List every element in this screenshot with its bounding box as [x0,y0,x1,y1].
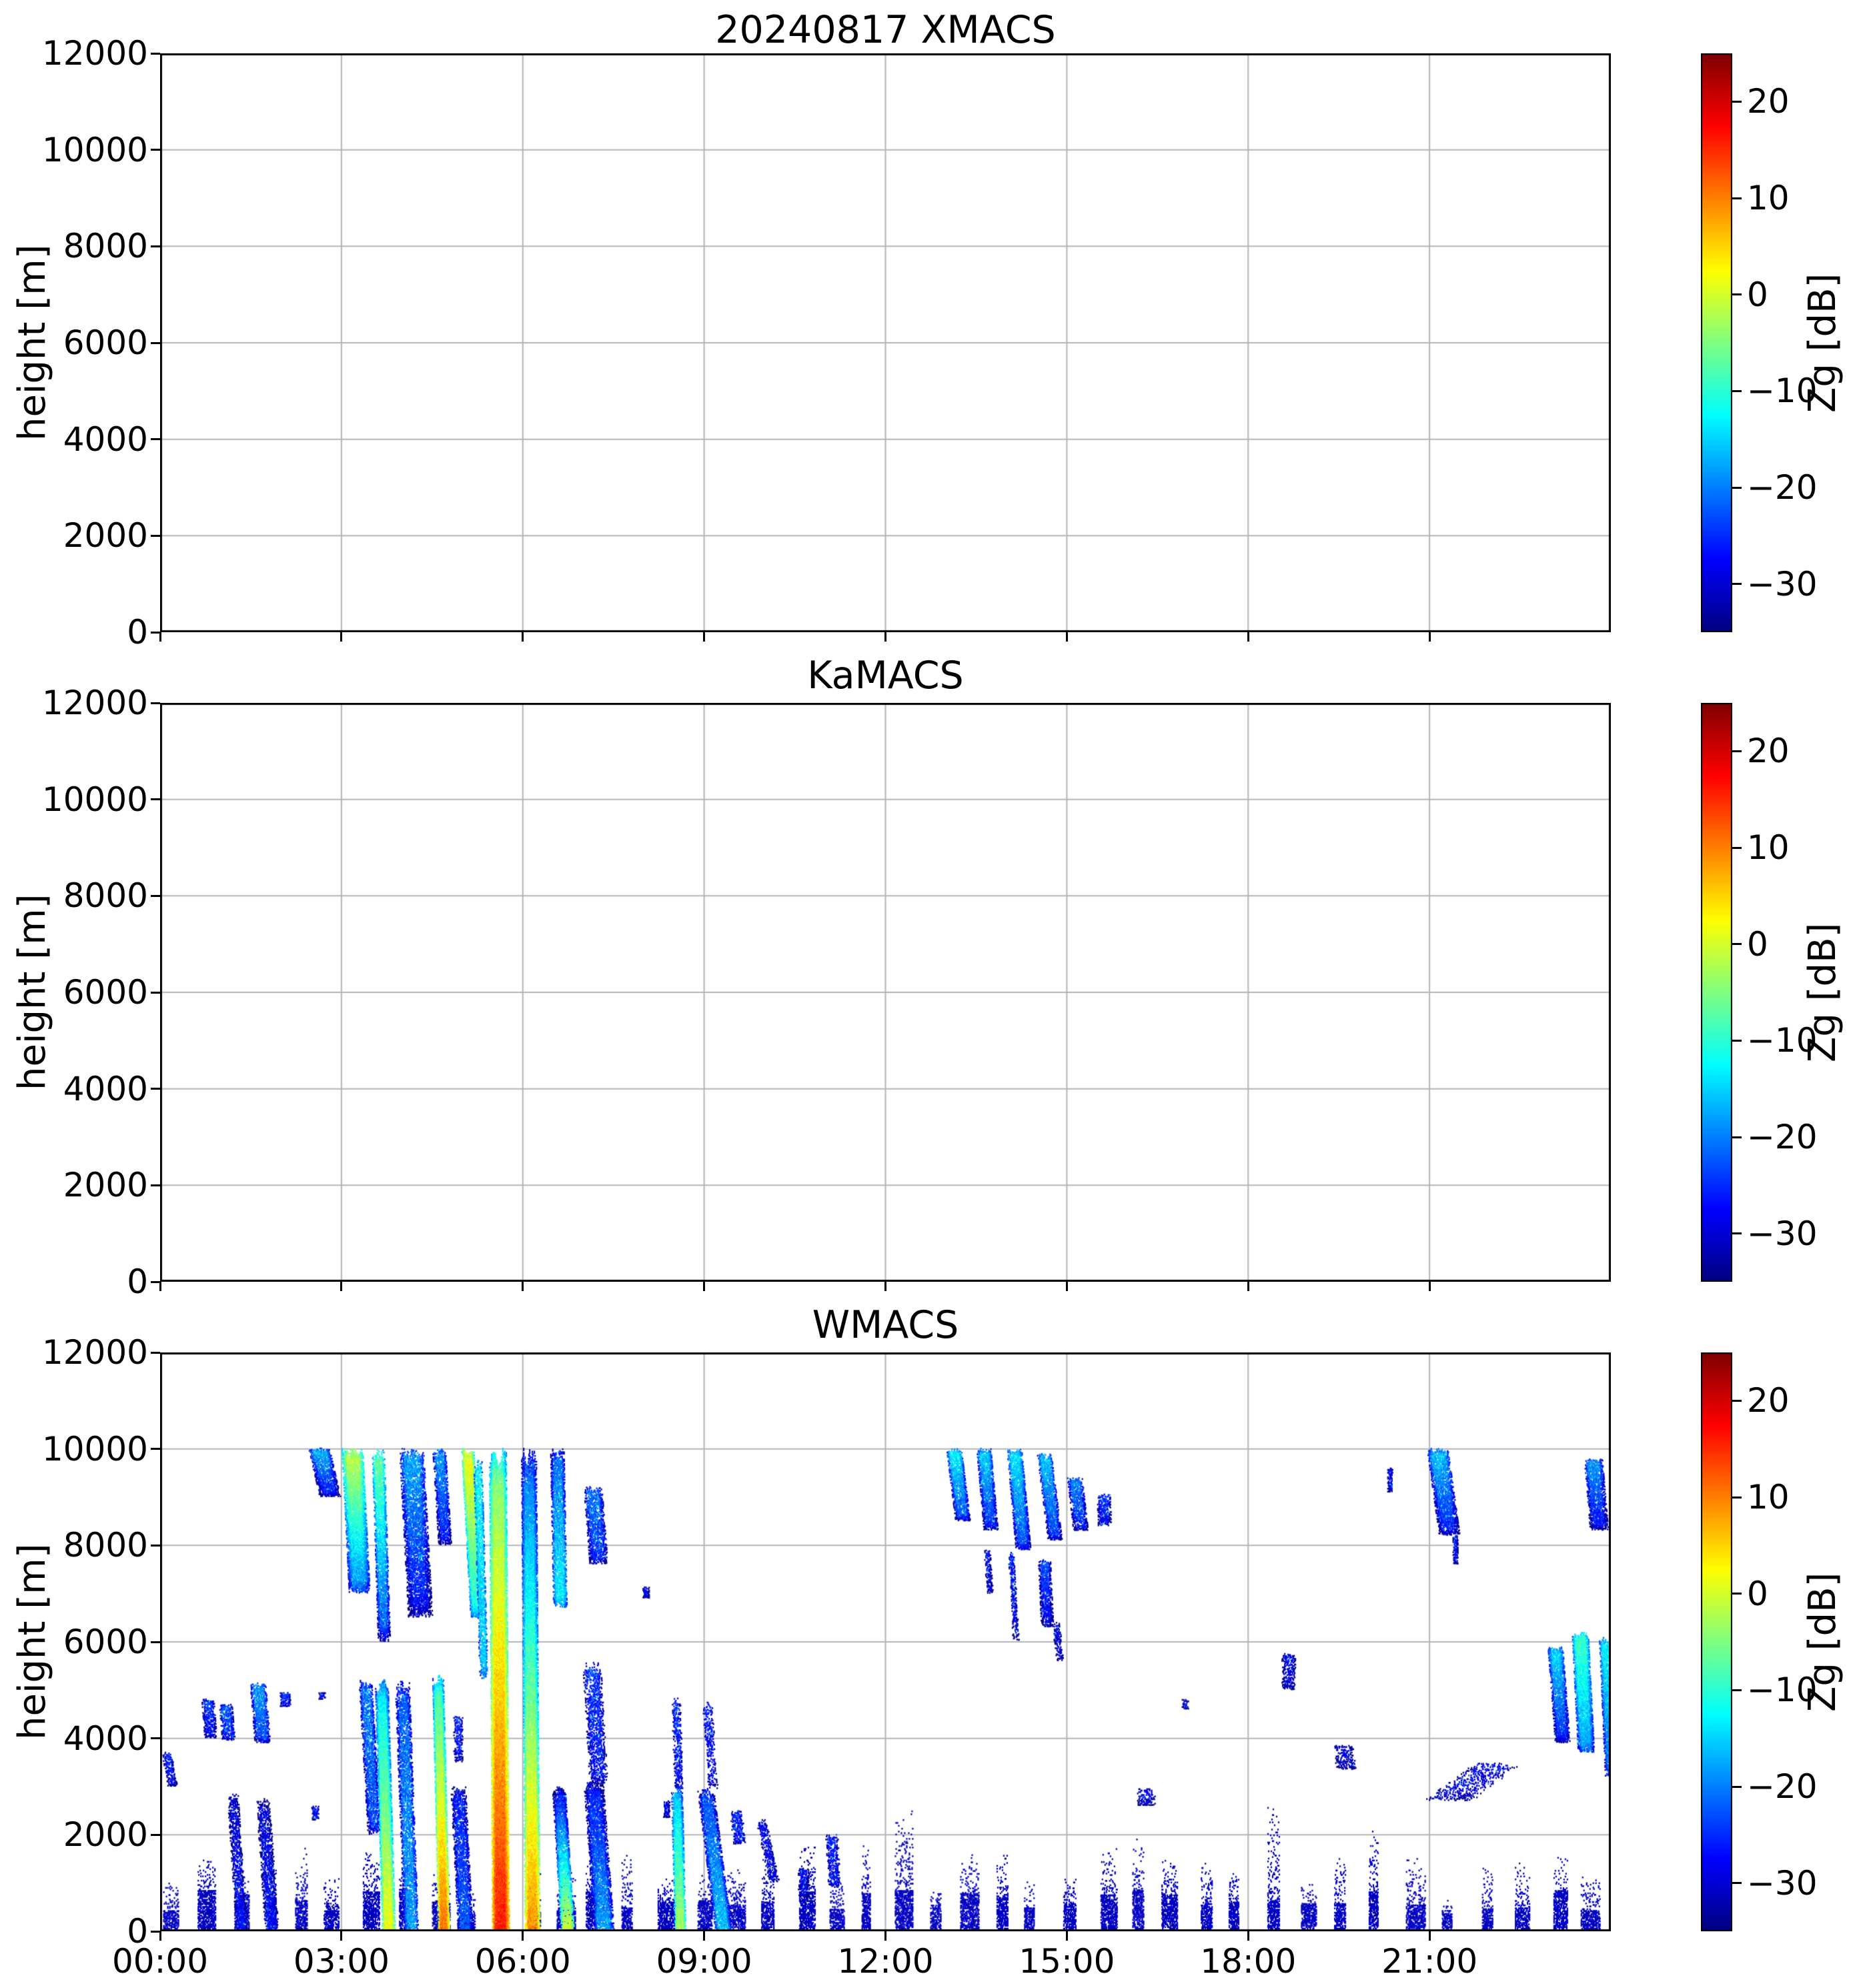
y-tick-label: 0 [127,1262,148,1301]
colorbar-label-kamacs: Zg [dB] [1801,922,1844,1062]
y-tick-mark [151,245,160,247]
colorbar-tick-label: −10 [1747,1671,1818,1710]
colorbar-xmacs [1701,53,1732,632]
y-tick-mark [151,1545,160,1547]
y-tick-mark [151,1088,160,1090]
colorbar-tick-label: 20 [1747,82,1790,121]
x-tick-mark [340,632,342,642]
x-tick-mark [884,1931,886,1941]
x-tick-label: 00:00 [111,1942,209,1981]
panel-title-kamacs: KaMACS [807,654,964,698]
y-tick-mark [151,992,160,994]
y-tick-label: 8000 [63,1526,148,1565]
x-tick-mark [1429,632,1431,642]
colorbar-tick-mark [1732,101,1742,103]
x-tick-mark [1066,1931,1068,1941]
colorbar-tick-mark [1732,1882,1742,1884]
colorbar-tick-label: −10 [1747,371,1818,411]
y-axis-label-wmacs: height [m] [11,1543,54,1741]
colorbar-kamacs [1701,703,1732,1282]
y-tick-label: 10000 [41,1429,148,1468]
y-tick-label: 6000 [63,1623,148,1661]
y-tick-label: 2000 [63,1815,148,1855]
x-tick-mark [1066,1282,1068,1291]
y-tick-label: 4000 [63,419,148,459]
plot-area-kamacs [160,703,1611,1282]
colorbar-tick-mark [1732,1786,1742,1788]
colorbar-tick-label: −20 [1747,468,1818,507]
y-tick-mark [151,535,160,537]
colorbar-tick-label: −30 [1747,564,1818,604]
y-axis-label-kamacs: height [m] [11,894,54,1091]
y-tick-mark [151,149,160,151]
colorbar-tick-label: 10 [1747,828,1790,867]
y-tick-mark [151,798,160,800]
colorbar-tick-mark [1732,847,1742,849]
x-tick-mark [522,1282,524,1291]
panel-title-wmacs: WMACS [812,1303,959,1347]
y-tick-mark [151,895,160,897]
x-tick-label: 18:00 [1200,1942,1297,1981]
colorbar-tick-mark [1732,1136,1742,1138]
colorbar-tick-label: 10 [1747,179,1790,217]
plot-area-xmacs [160,53,1611,632]
colorbar-tick-label: 0 [1747,924,1768,964]
colorbar-tick-mark [1732,293,1742,295]
colorbar-tick-mark [1732,487,1742,489]
colorbar-tick-label: 0 [1747,275,1768,314]
colorbar-tick-mark [1732,1400,1742,1402]
x-tick-mark [1247,1282,1249,1291]
colorbar-tick-mark [1732,1232,1742,1234]
x-tick-mark [522,1931,524,1941]
x-tick-label: 06:00 [474,1942,571,1981]
colorbar-tick-mark [1732,750,1742,752]
colorbar-tick-label: −20 [1747,1118,1818,1156]
y-tick-label: 8000 [63,876,148,916]
y-tick-label: 10000 [41,780,148,819]
x-tick-mark [1429,1282,1431,1291]
x-tick-label: 15:00 [1019,1942,1115,1981]
colorbar-tick-label: −10 [1747,1021,1818,1060]
x-tick-mark [1066,632,1068,642]
y-tick-label: 2000 [63,516,148,556]
y-tick-label: 10000 [41,130,148,169]
x-tick-label: 03:00 [293,1942,390,1981]
y-tick-label: 0 [127,1912,148,1951]
y-tick-mark [151,342,160,344]
x-tick-mark [1429,1931,1431,1941]
x-tick-mark [703,1931,705,1941]
x-tick-mark [1247,1931,1249,1941]
y-tick-label: 0 [127,613,148,652]
y-tick-mark [151,53,160,55]
colorbar-tick-label: −20 [1747,1767,1818,1806]
x-tick-mark [884,1282,886,1291]
x-tick-mark [522,632,524,642]
y-tick-mark [151,702,160,704]
colorbar-tick-mark [1732,197,1742,199]
x-tick-mark [159,1282,161,1291]
x-tick-mark [340,1931,342,1941]
y-tick-mark [151,1834,160,1836]
colorbar-label-xmacs: Zg [dB] [1801,273,1844,413]
colorbar-tick-label: −30 [1747,1863,1818,1903]
x-tick-mark [340,1282,342,1291]
y-tick-label: 8000 [63,227,148,266]
x-tick-label: 21:00 [1381,1942,1478,1981]
y-tick-mark [151,1352,160,1354]
y-axis-label-xmacs: height [m] [11,244,54,441]
colorbar-wmacs [1701,1352,1732,1931]
x-tick-mark [1247,632,1249,642]
colorbar-tick-label: 20 [1747,1381,1790,1420]
colorbar-tick-mark [1732,1497,1742,1499]
y-tick-label: 2000 [63,1166,148,1205]
panel-title-xmacs: 20240817 XMACS [715,8,1056,52]
y-tick-label: 4000 [63,1069,148,1108]
colorbar-tick-label: −30 [1747,1214,1818,1253]
x-tick-mark [884,632,886,642]
x-tick-mark [703,632,705,642]
y-tick-label: 6000 [63,973,148,1012]
x-tick-mark [159,1931,161,1941]
colorbar-tick-mark [1732,1040,1742,1042]
x-tick-mark [703,1282,705,1291]
colorbar-label-wmacs: Zg [dB] [1801,1572,1844,1712]
colorbar-tick-mark [1732,390,1742,392]
colorbar-tick-label: 0 [1747,1574,1768,1613]
colorbar-tick-mark [1732,1593,1742,1595]
y-tick-label: 6000 [63,323,148,362]
y-tick-label: 12000 [41,684,148,722]
y-tick-label: 12000 [41,34,148,73]
x-tick-label: 09:00 [656,1942,752,1981]
y-tick-label: 4000 [63,1719,148,1758]
y-tick-mark [151,1641,160,1643]
y-tick-mark [151,1737,160,1739]
colorbar-tick-label: 10 [1747,1478,1790,1517]
colorbar-tick-label: 20 [1747,732,1790,771]
y-tick-mark [151,1184,160,1186]
x-tick-label: 12:00 [837,1942,934,1981]
colorbar-tick-mark [1732,943,1742,945]
plot-area-wmacs [160,1352,1611,1931]
y-tick-mark [151,1448,160,1450]
x-tick-mark [159,632,161,642]
y-tick-mark [151,438,160,440]
colorbar-tick-mark [1732,583,1742,585]
colorbar-tick-mark [1732,1689,1742,1691]
y-tick-label: 12000 [41,1333,148,1372]
